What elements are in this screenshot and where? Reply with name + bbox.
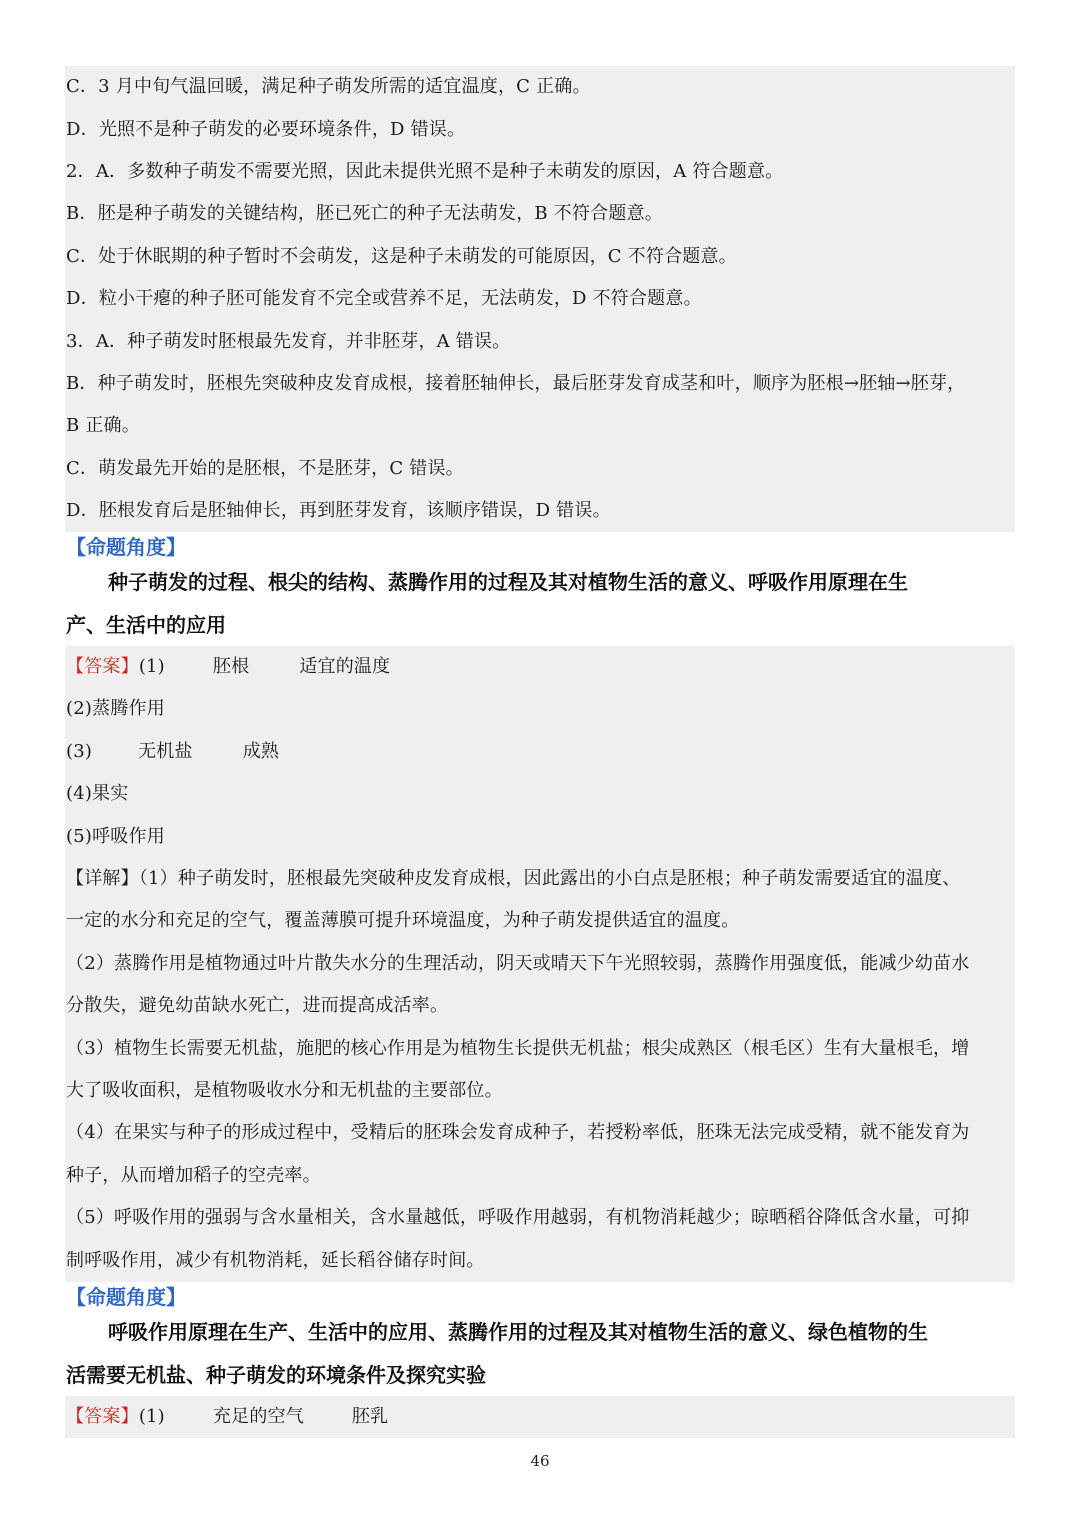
detail-line: （4）在果实与种子的形成过程中，受精后的胚珠会发育成种子，若授粉率低，胚珠无法完成受精，就不能发育为 [66, 1122, 970, 1143]
answer-label: 【答案】 [66, 656, 139, 677]
detail-line: 制呼吸作用，减少有机物消耗，延长稻谷储存时间。 [66, 1250, 485, 1271]
answer-value: 适宜的温度 [299, 656, 391, 677]
answer-value: 无机盐 [138, 741, 193, 762]
answer-value: 胚根 [212, 656, 250, 677]
answer-value: 成熟 [242, 741, 280, 762]
answer-line: (4)果实 [66, 783, 129, 804]
explanation-line: B 正确。 [66, 415, 140, 436]
detail-text: （1）种子萌发时，胚根最先突破种皮发育成根，因此露出的小白点是胚根；种子萌发需要适宜的温度、 [138, 868, 961, 889]
explanation-line: C．处于休眠期的种子暂时不会萌发，这是种子未萌发的可能原因，C 不符合题意。 [66, 246, 737, 267]
detail-line: 一定的水分和充足的空气，覆盖薄膜可提升环境温度，为种子萌发提供适宜的温度。 [66, 910, 740, 931]
answer-line [66, 740, 1011, 764]
detail-line: 大了吸收面积，是植物吸收水分和无机盐的主要部位。 [66, 1080, 503, 1101]
explanation-line: C．3 月中旬气温回暖，满足种子萌发所需的适宜温度，C 正确。 [66, 76, 591, 97]
proposition-angle-tag: 【命题角度】 [66, 1285, 186, 1309]
answer-line: (5)呼吸作用 [66, 826, 165, 847]
explanation-line: D．光照不是种子萌发的必要环境条件，D 错误。 [66, 119, 466, 140]
explanation-line: B．种子萌发时，胚根先突破种皮发育成根，接着胚轴伸长，最后胚芽发育成茎和叶，顺序为胚根→胚轴→胚芽， [66, 373, 966, 394]
answer-number: (1) [138, 1406, 165, 1427]
explanation-line: D．胚根发育后是胚轴伸长，再到胚芽发育，该顺序错误，D 错误。 [66, 500, 611, 521]
answer-line [66, 1405, 1011, 1429]
detail-line: 种子，从而增加稻子的空壳率。 [66, 1165, 321, 1186]
answer-line [66, 655, 1011, 679]
explanation-line: 3．A．种子萌发时胚根最先发育，并非胚芽，A 错误。 [66, 331, 511, 352]
answer-value: 充足的空气 [212, 1406, 304, 1427]
detail-label: 【详解】 [66, 868, 139, 889]
detail-line [66, 867, 1011, 891]
proposition-angle-tag: 【命题角度】 [66, 535, 186, 559]
detail-line: （5）呼吸作用的强弱与含水量相关，含水量越低，呼吸作用越弱，有机物消耗越少；晾晒稻谷降低含水量，可抑 [66, 1207, 970, 1228]
proposition-angle-heading: 种子萌发的过程、根尖的结构、蒸腾作用的过程及其对植物生活的意义、呼吸作用原理在生 [108, 570, 908, 594]
explanation-line: B．胚是种子萌发的关键结构，胚已死亡的种子无法萌发，B 不符合题意。 [66, 203, 663, 224]
explanation-line: D．粒小干瘪的种子胚可能发育不完全或营养不足，无法萌发，D 不符合题意。 [66, 288, 702, 309]
detail-line: 分散失，避免幼苗缺水死亡，进而提高成活率。 [66, 995, 449, 1016]
answer-number: (1) [138, 656, 165, 677]
proposition-angle-heading: 呼吸作用原理在生产、生活中的应用、蒸腾作用的过程及其对植物生活的意义、绿色植物的生 [108, 1320, 928, 1344]
proposition-angle-heading: 产、生活中的应用 [66, 613, 226, 637]
answer-label: 【答案】 [66, 1406, 139, 1427]
page-number: 46 [530, 1452, 550, 1470]
detail-line: （2）蒸腾作用是植物通过叶片散失水分的生理活动，阴天或晴天下午光照较弱，蒸腾作用强度低，能减少幼苗水 [66, 953, 970, 974]
answer-number: (3) [66, 741, 93, 762]
explanation-line: C．萌发最先开始的是胚根，不是胚芽，C 错误。 [66, 458, 464, 479]
answer-line: (2)蒸腾作用 [66, 698, 165, 719]
explanation-line: 2．A．多数种子萌发不需要光照，因此未提供光照不是种子未萌发的原因，A 符合题意。 [66, 161, 784, 182]
proposition-angle-heading: 活需要无机盐、种子萌发的环境条件及探究实验 [66, 1363, 486, 1387]
answer-value: 胚乳 [351, 1406, 389, 1427]
detail-line: （3）植物生长需要无机盐，施肥的核心作用是为植物生长提供无机盐；根尖成熟区（根毛区）生有大量根毛，增 [66, 1038, 970, 1059]
